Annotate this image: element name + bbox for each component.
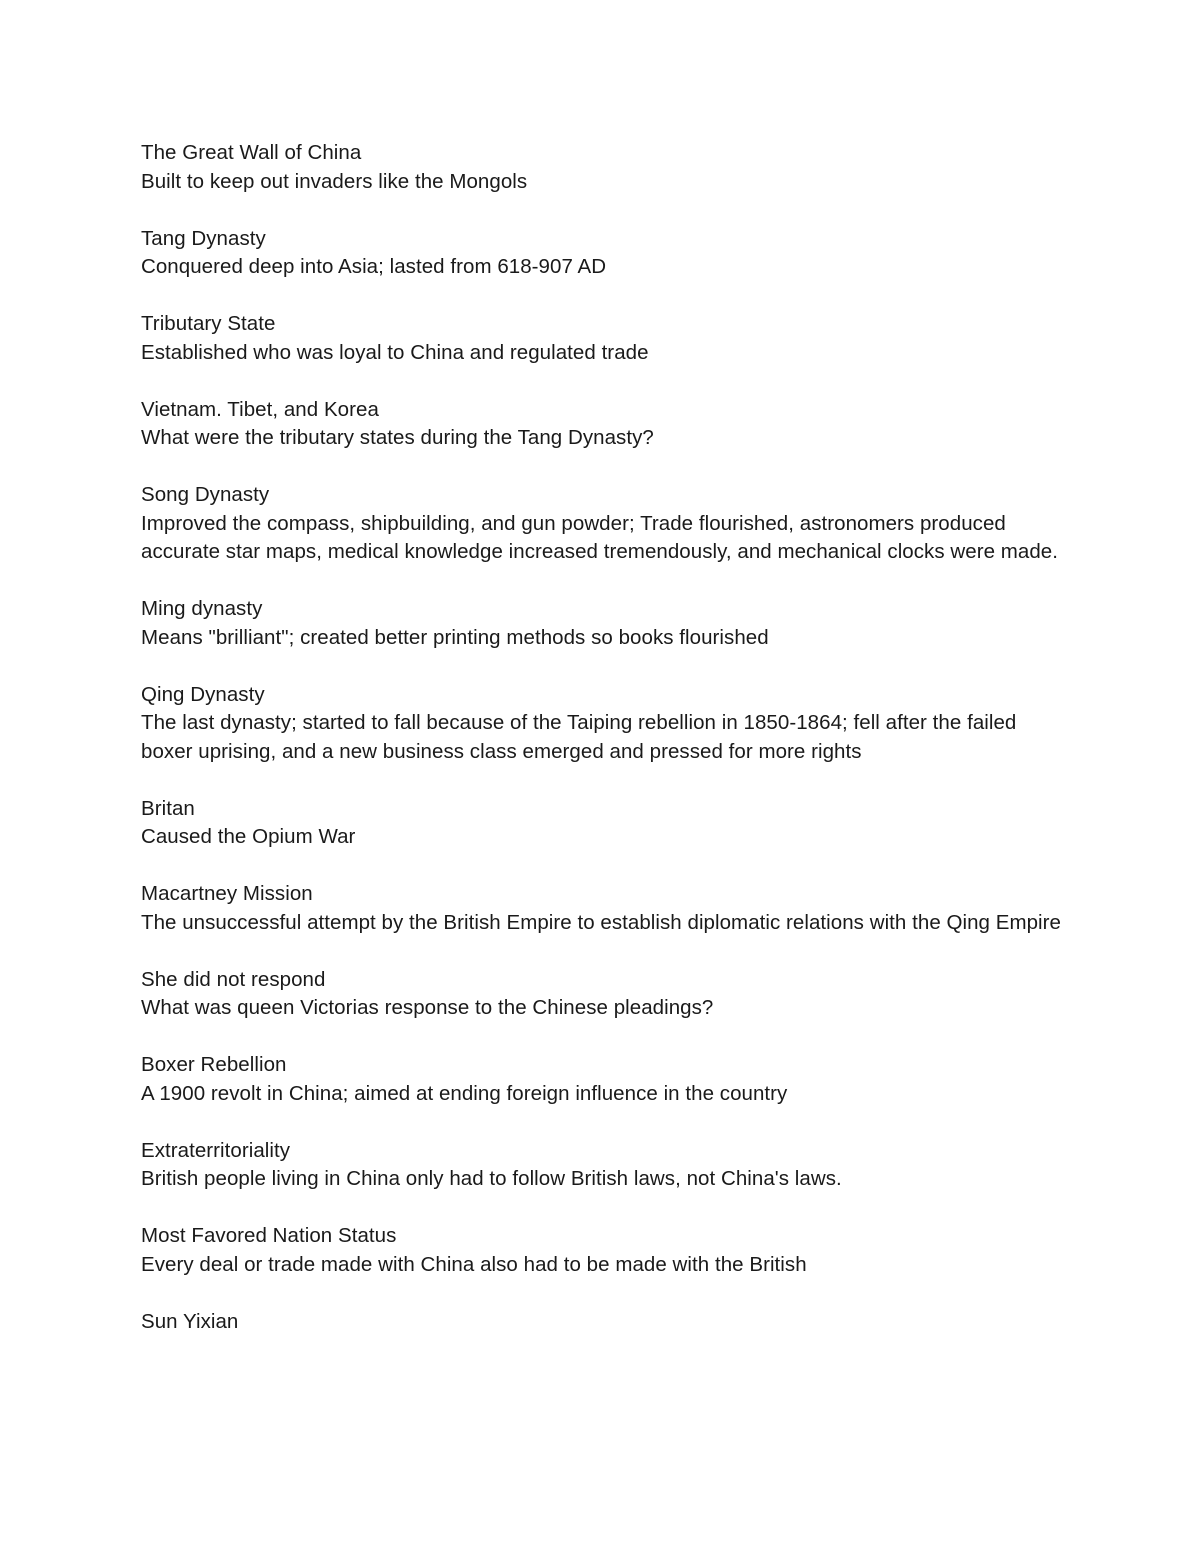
entry-term: Vietnam. Tibet, and Korea bbox=[141, 397, 379, 421]
entry-qing-dynasty bbox=[141, 681, 1066, 767]
entry-macartney-mission bbox=[141, 880, 1066, 937]
entry-definition: Improved the compass, shipbuilding, and gun powder; Trade flourished, astronomers produced accurate star maps, medical knowledge increased tremendously, and mechanical clocks were made. bbox=[141, 511, 1059, 563]
entry-definition: Conquered deep into Asia; lasted from 618-907 AD bbox=[141, 255, 607, 278]
entry-tang-dynasty bbox=[141, 225, 1066, 282]
entry-definition: Means "brilliant"; created better printing methods so books flourished bbox=[141, 625, 769, 649]
entry-term: Tang Dynasty bbox=[141, 226, 266, 250]
entry-term: She did not respond bbox=[141, 967, 326, 991]
entry-term: Britan bbox=[141, 796, 195, 820]
entry-definition: What was queen Victorias response to the Chinese pleadings? bbox=[141, 996, 714, 1019]
entry-sun-yixian bbox=[141, 1308, 1066, 1337]
entry-definition: Established who was loyal to China and regulated trade bbox=[141, 340, 649, 364]
entry-great-wall bbox=[141, 139, 1066, 196]
entry-term: The Great Wall of China bbox=[141, 141, 362, 164]
entry-definition: British people living in China only had to follow British laws, not China's laws. bbox=[141, 1167, 842, 1190]
entry-extraterritoriality bbox=[141, 1137, 1066, 1194]
entry-term: Tributary State bbox=[141, 312, 276, 335]
entry-britan bbox=[141, 795, 1066, 852]
entry-tributary-state bbox=[141, 310, 1066, 367]
entry-definition: Built to keep out invaders like the Mongols bbox=[141, 169, 528, 193]
entry-term: Song Dynasty bbox=[141, 483, 270, 506]
entry-definition: The unsuccessful attempt by the British Empire to establish diplomatic relations with the Qing Empire bbox=[141, 910, 1061, 934]
entry-boxer-rebellion bbox=[141, 1051, 1066, 1108]
entry-definition: Caused the Opium War bbox=[141, 825, 356, 848]
entry-queen-victoria-response bbox=[141, 966, 1066, 1023]
entry-term: Boxer Rebellion bbox=[141, 1053, 287, 1076]
entry-definition: A 1900 revolt in China; aimed at ending foreign influence in the country bbox=[141, 1081, 788, 1105]
entry-term: Most Favored Nation Status bbox=[141, 1224, 397, 1247]
entry-tributary-states-list bbox=[141, 396, 1066, 453]
entry-term: Sun Yixian bbox=[141, 1309, 239, 1333]
entry-most-favored-nation bbox=[141, 1222, 1066, 1279]
entry-term: Macartney Mission bbox=[141, 882, 313, 905]
entry-song-dynasty bbox=[141, 481, 1066, 567]
entry-term: Qing Dynasty bbox=[141, 682, 265, 706]
entry-definition: The last dynasty; started to fall because of the Taiping rebellion in 1850-1864; fell after the failed boxer uprising, and a new business class emerged and pressed for more rights bbox=[141, 711, 1017, 763]
entry-ming-dynasty bbox=[141, 595, 1066, 652]
entry-definition: What were the tributary states during the Tang Dynasty? bbox=[141, 426, 654, 449]
entry-term: Ming dynasty bbox=[141, 597, 263, 620]
document-page bbox=[141, 139, 1066, 1365]
entry-definition: Every deal or trade made with China also had to be made with the British bbox=[141, 1252, 807, 1276]
entry-term: Extraterritoriality bbox=[141, 1138, 291, 1162]
